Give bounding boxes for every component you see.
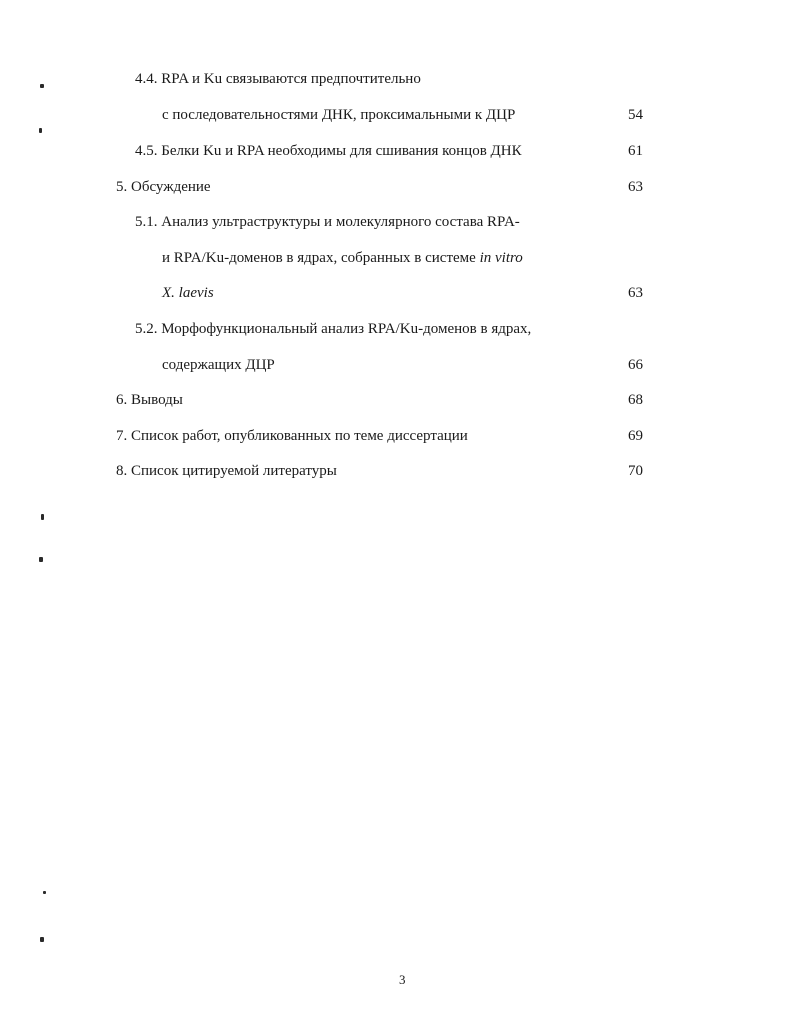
toc-entry-5-1-line2-text: и RPA/Ku-доменов в ядрах, собранных в системе	[162, 250, 480, 266]
page-number: 3	[399, 972, 406, 987]
scan-speck	[39, 557, 43, 562]
scan-speck	[40, 84, 44, 88]
toc-entry-5-1-line3-italic: X. laevis	[162, 285, 214, 301]
toc-entry-4-4-line2: с последовательностями ДНК, проксимальными к ДЦР	[162, 107, 516, 123]
toc-entry-5-1-line1: 5.1. Анализ ультраструктуры и молекулярного состава RPA-	[135, 214, 520, 230]
toc-entry-4-5-line1: 4.5. Белки Ku и RPA необходимы для сшивания концов ДНК	[135, 143, 522, 159]
toc-entry-5-2-line2: содержащих ДЦР	[162, 357, 275, 373]
toc-entry-5-1-line2-italic: in vitro	[479, 250, 523, 266]
toc-entry-8-page: 70	[628, 463, 643, 479]
scan-speck	[41, 514, 44, 520]
toc-entry-5-1-line3	[162, 284, 214, 302]
toc-entry-8-line1: 8. Список цитируемой литературы	[116, 463, 337, 479]
toc-entry-7-page: 69	[628, 428, 643, 444]
toc-entry-4-4-line1: 4.4. RPA и Ku связываются предпочтительно	[135, 71, 421, 87]
toc-entry-6-line1: 6. Выводы	[116, 392, 183, 408]
toc-entry-5-2-page: 66	[628, 357, 643, 373]
toc-entry-5-line1: 5. Обсуждение	[116, 179, 211, 195]
scan-speck	[43, 891, 46, 894]
toc-entry-6-page: 68	[628, 392, 643, 408]
toc-entry-5-1-line2	[162, 249, 523, 267]
toc-entry-5-2-line1: 5.2. Морфофункциональный анализ RPA/Ku-доменов в ядрах,	[135, 321, 532, 337]
toc-entry-5-page: 63	[628, 179, 643, 195]
scan-speck	[39, 128, 42, 133]
toc-entry-7-line1: 7. Список работ, опубликованных по теме диссертации	[116, 428, 468, 444]
toc-entry-5-1-page: 63	[628, 285, 643, 301]
scan-speck	[40, 937, 44, 942]
toc-entry-4-4-page: 54	[628, 107, 643, 123]
toc-entry-4-5-page: 61	[628, 143, 643, 159]
